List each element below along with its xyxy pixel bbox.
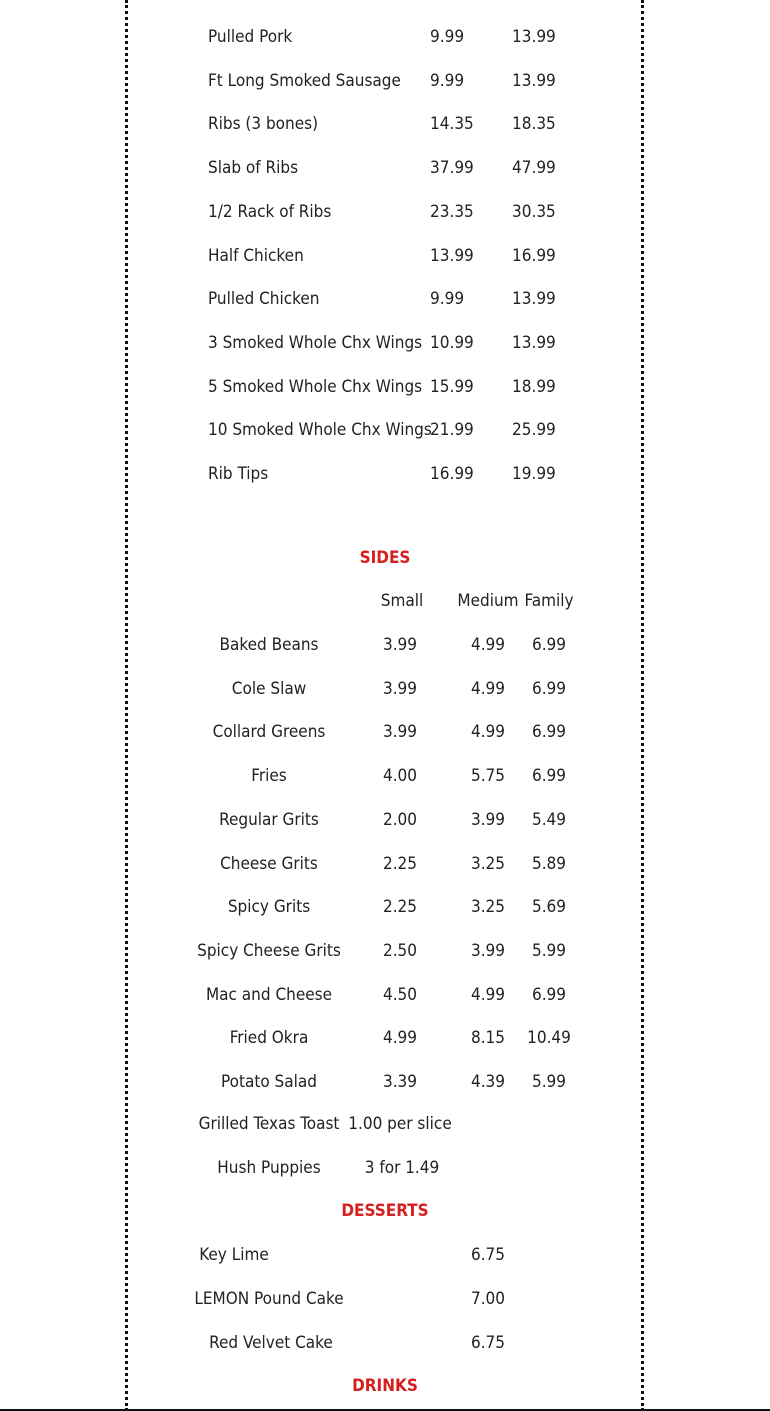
sides-column-header: Family xyxy=(524,591,574,611)
side-item-price-small: 2.00 xyxy=(382,809,418,830)
side-item-price-family: 10.49 xyxy=(527,1028,571,1049)
side-item-price-medium: 5.75 xyxy=(470,766,506,787)
side-item-price-small: 3.99 xyxy=(382,678,418,699)
dessert-item-price: 6.75 xyxy=(470,1333,506,1353)
meat-item-price: 37.99 xyxy=(430,158,474,179)
side-item-price-medium: 4.39 xyxy=(470,1072,506,1092)
side-item-price-family: 5.49 xyxy=(531,809,567,830)
side-item-price-small: 4.99 xyxy=(382,1028,418,1049)
meat-item-price: 13.99 xyxy=(512,289,556,310)
side-item-price-medium: 4.99 xyxy=(470,678,506,699)
side-item-price-family: 6.99 xyxy=(531,766,567,787)
meat-item-price: 13.99 xyxy=(512,70,556,91)
side-item-name: Baked Beans xyxy=(219,635,319,655)
side-item-name: Cole Slaw xyxy=(231,678,307,699)
meat-item-name: 10 Smoked Whole Chx Wings xyxy=(208,420,432,441)
side-item-name: Potato Salad xyxy=(221,1072,317,1092)
meat-item-price: 16.99 xyxy=(430,464,474,484)
side-item-price-small: 3.39 xyxy=(382,1072,418,1092)
meat-item-price: 30.35 xyxy=(512,201,556,222)
side-item-price-small: 4.50 xyxy=(382,984,418,1005)
meat-item-price: 13.99 xyxy=(430,245,474,266)
dessert-item-price: 6.75 xyxy=(470,1245,506,1265)
side-item-price-medium: 4.99 xyxy=(470,635,506,655)
sides-column-header: Medium xyxy=(457,591,519,611)
side-extra-price: 3 for 1.49 xyxy=(364,1158,440,1178)
meat-item-price: 47.99 xyxy=(512,158,556,179)
side-item-price-family: 5.69 xyxy=(531,897,567,918)
side-item-price-medium: 3.25 xyxy=(470,853,506,874)
meat-item-price: 18.35 xyxy=(512,114,556,135)
side-extra-name: Grilled Texas Toast xyxy=(198,1114,340,1134)
side-item-price-family: 6.99 xyxy=(531,722,567,743)
side-item-price-small: 3.99 xyxy=(382,635,418,655)
side-item-name: Collard Greens xyxy=(212,722,326,743)
side-item-price-medium: 8.15 xyxy=(470,1028,506,1049)
side-item-price-family: 6.99 xyxy=(531,635,567,655)
meat-item-name: Pulled Chicken xyxy=(208,289,320,310)
meat-item-name: Rib Tips xyxy=(208,464,269,484)
meat-item-name: Slab of Ribs xyxy=(208,158,299,179)
meat-item-price: 9.99 xyxy=(430,27,465,47)
meat-item-name: Half Chicken xyxy=(208,245,304,266)
dessert-item-name: Key Lime xyxy=(199,1245,269,1265)
meat-item-price: 25.99 xyxy=(512,420,556,441)
side-item-price-small: 2.50 xyxy=(382,940,418,961)
meat-item-name: 5 Smoked Whole Chx Wings xyxy=(208,376,423,397)
side-item-name: Spicy Cheese Grits xyxy=(197,940,341,961)
side-item-price-small: 4.00 xyxy=(382,766,418,787)
side-item-price-medium: 3.99 xyxy=(470,809,506,830)
meat-item-name: Ft Long Smoked Sausage xyxy=(208,70,401,91)
meat-item-name: 3 Smoked Whole Chx Wings xyxy=(208,332,423,353)
drinks-heading: DRINKS xyxy=(352,1376,418,1396)
side-item-price-family: 5.99 xyxy=(531,1072,567,1092)
side-item-price-small: 2.25 xyxy=(382,853,418,874)
side-item-name: Regular Grits xyxy=(219,809,319,830)
menu-border-right xyxy=(641,0,644,1411)
dessert-item-name: Red Velvet Cake xyxy=(209,1333,333,1353)
meat-item-price: 9.99 xyxy=(430,289,465,310)
meat-item-price: 16.99 xyxy=(512,245,556,266)
side-item-price-family: 5.99 xyxy=(531,940,567,961)
side-item-name: Fried Okra xyxy=(229,1028,309,1049)
side-item-price-small: 3.99 xyxy=(382,722,418,743)
side-item-price-family: 6.99 xyxy=(531,984,567,1005)
side-item-name: Spicy Grits xyxy=(227,897,311,918)
menu-border-left xyxy=(125,0,128,1411)
meat-item-price: 15.99 xyxy=(430,376,474,397)
meat-item-price: 19.99 xyxy=(512,464,556,484)
meat-item-price: 13.99 xyxy=(512,332,556,353)
side-item-price-family: 5.89 xyxy=(531,853,567,874)
meat-item-name: 1/2 Rack of Ribs xyxy=(208,201,332,222)
desserts-heading: DESSERTS xyxy=(341,1201,429,1221)
side-item-name: Mac and Cheese xyxy=(205,984,333,1005)
meat-item-price: 10.99 xyxy=(430,332,474,353)
dessert-item-price: 7.00 xyxy=(470,1289,506,1309)
sides-heading: SIDES xyxy=(359,548,411,568)
side-item-price-medium: 4.99 xyxy=(470,722,506,743)
meat-item-name: Ribs (3 bones) xyxy=(208,114,319,135)
side-item-price-family: 6.99 xyxy=(531,678,567,699)
side-item-name: Fries xyxy=(251,766,287,787)
meat-item-price: 13.99 xyxy=(512,27,556,47)
meat-item-name: Pulled Pork xyxy=(208,27,293,47)
side-item-name: Cheese Grits xyxy=(220,853,318,874)
meat-item-price: 14.35 xyxy=(430,114,474,135)
meat-item-price: 9.99 xyxy=(430,70,465,91)
meat-item-price: 23.35 xyxy=(430,201,474,222)
side-extra-name: Hush Puppies xyxy=(217,1158,321,1178)
side-item-price-medium: 3.99 xyxy=(470,940,506,961)
dessert-item-name: LEMON Pound Cake xyxy=(194,1289,344,1309)
side-item-price-small: 2.25 xyxy=(382,897,418,918)
meat-item-price: 21.99 xyxy=(430,420,474,441)
side-item-price-medium: 3.25 xyxy=(470,897,506,918)
side-extra-price: 1.00 per slice xyxy=(348,1114,452,1134)
side-item-price-medium: 4.99 xyxy=(470,984,506,1005)
sides-column-header: Small xyxy=(380,591,424,611)
meat-item-price: 18.99 xyxy=(512,376,556,397)
